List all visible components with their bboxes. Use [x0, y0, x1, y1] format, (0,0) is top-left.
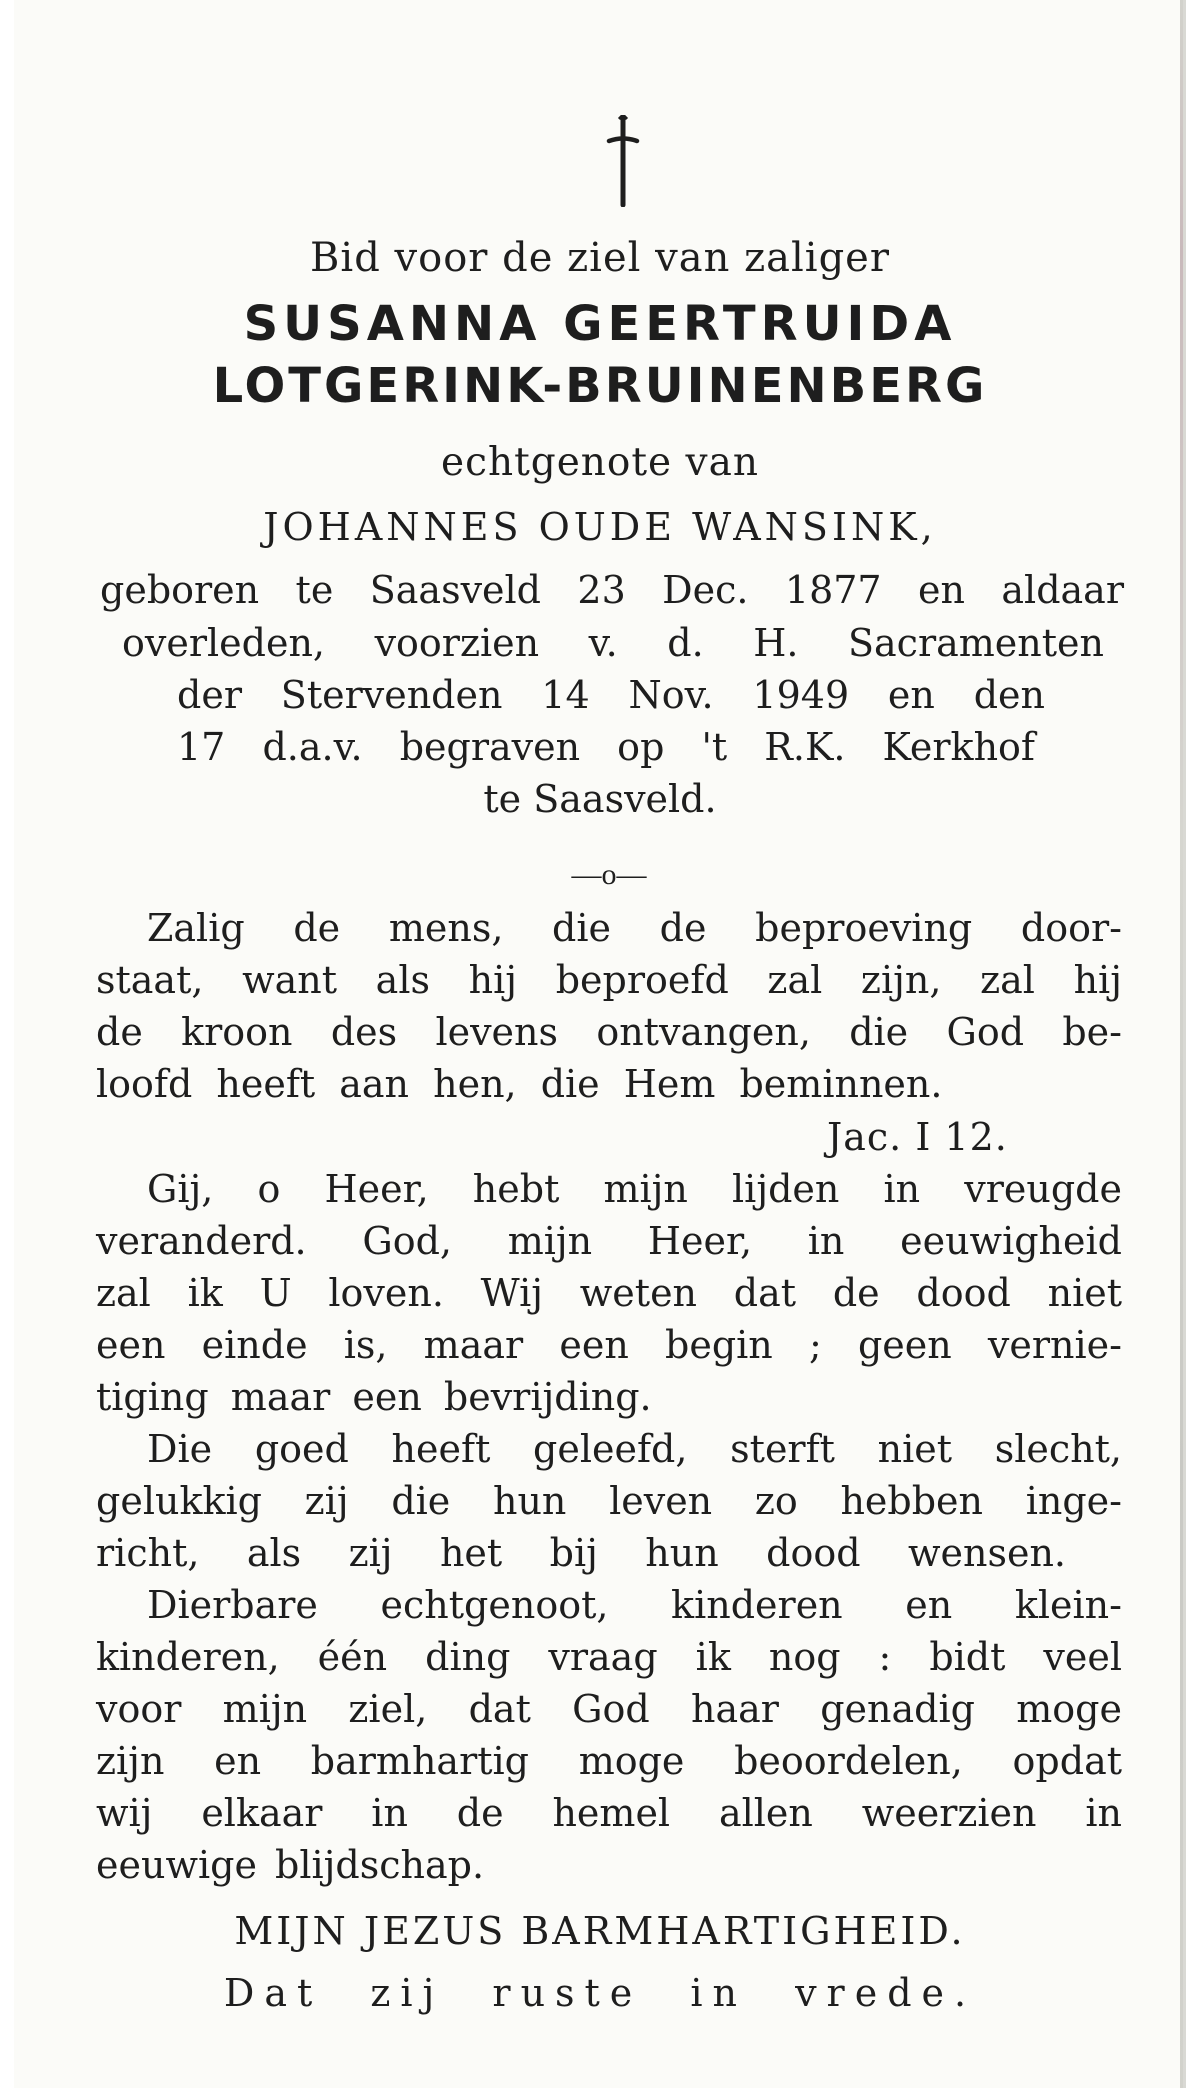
- quote-line: Zalig de mens, die de beproeving door-: [147, 906, 1122, 950]
- quote-line: loofd heeft aan hen, die Hem beminnen.: [96, 1062, 943, 1106]
- quote-line: gelukkig zij die hun leven zo hebben inge-: [96, 1479, 1122, 1523]
- quote-line: staat, want als hij beproefd zal zijn, zal hij: [96, 958, 1122, 1002]
- section-divider: —o—: [571, 858, 647, 891]
- quote-line: voor mijn ziel, dat God haar genadig moge: [96, 1687, 1122, 1731]
- quote-line: eeuwige blijdschap.: [96, 1843, 485, 1887]
- memorial-card: [14, 0, 1186, 2088]
- quote-line: de kroon des levens ontvangen, die God be-: [96, 1010, 1122, 1054]
- quote-line: veranderd. God, mijn Heer, in eeuwigheid: [96, 1219, 1122, 1263]
- scripture-reference: Jac. I 12.: [827, 1115, 1008, 1159]
- invocation: MIJN JEZUS BARMHARTIGHEID.: [234, 1909, 966, 1953]
- quote-line: wij elkaar in de hemel allen weerzien in: [96, 1791, 1122, 1835]
- deceased-first-names: SUSANNA GEERTRUIDA: [243, 296, 957, 352]
- quote-line: Dierbare echtgenoot, kinderen en klein-: [147, 1583, 1122, 1627]
- intro-line: Bid voor de ziel van zaliger: [310, 235, 890, 281]
- spouse-name: JOHANNES OUDE WANSINK,: [263, 505, 937, 549]
- quote-line: richt, als zij het bij hun dood wensen.: [96, 1531, 1066, 1575]
- cross-icon: [603, 115, 643, 207]
- deceased-surname: LOTGERINK-BRUINENBERG: [212, 358, 988, 414]
- bio-line: te Saasveld.: [483, 777, 717, 821]
- quote-line: kinderen, één ding vraag ik nog : bidt veel: [96, 1635, 1122, 1679]
- quote-line: tiging maar een bevrijding.: [96, 1375, 652, 1419]
- quote-line: zal ik U loven. Wij weten dat de dood niet: [96, 1271, 1122, 1315]
- bio-line: 17 d.a.v. begraven op 't R.K. Kerkhof: [177, 725, 1035, 769]
- quote-line: zijn en barmhartig moge beoordelen, opdat: [96, 1739, 1122, 1783]
- bio-line: der Stervenden 14 Nov. 1949 en den: [177, 673, 1045, 717]
- quote-line: een einde is, maar een begin ; geen vernie-: [96, 1323, 1122, 1367]
- quote-line: Die goed heeft geleefd, sterft niet slecht,: [147, 1427, 1122, 1471]
- closing-line: Dat zij ruste in vrede.: [223, 1971, 977, 2015]
- spouse-intro: echtgenote van: [441, 440, 759, 485]
- bio-line: overleden, voorzien v. d. H. Sacramenten: [122, 621, 1104, 665]
- bio-line: geboren te Saasveld 23 Dec. 1877 en aldaar: [100, 568, 1124, 612]
- quote-line: Gij, o Heer, hebt mijn lijden in vreugde: [147, 1167, 1122, 1211]
